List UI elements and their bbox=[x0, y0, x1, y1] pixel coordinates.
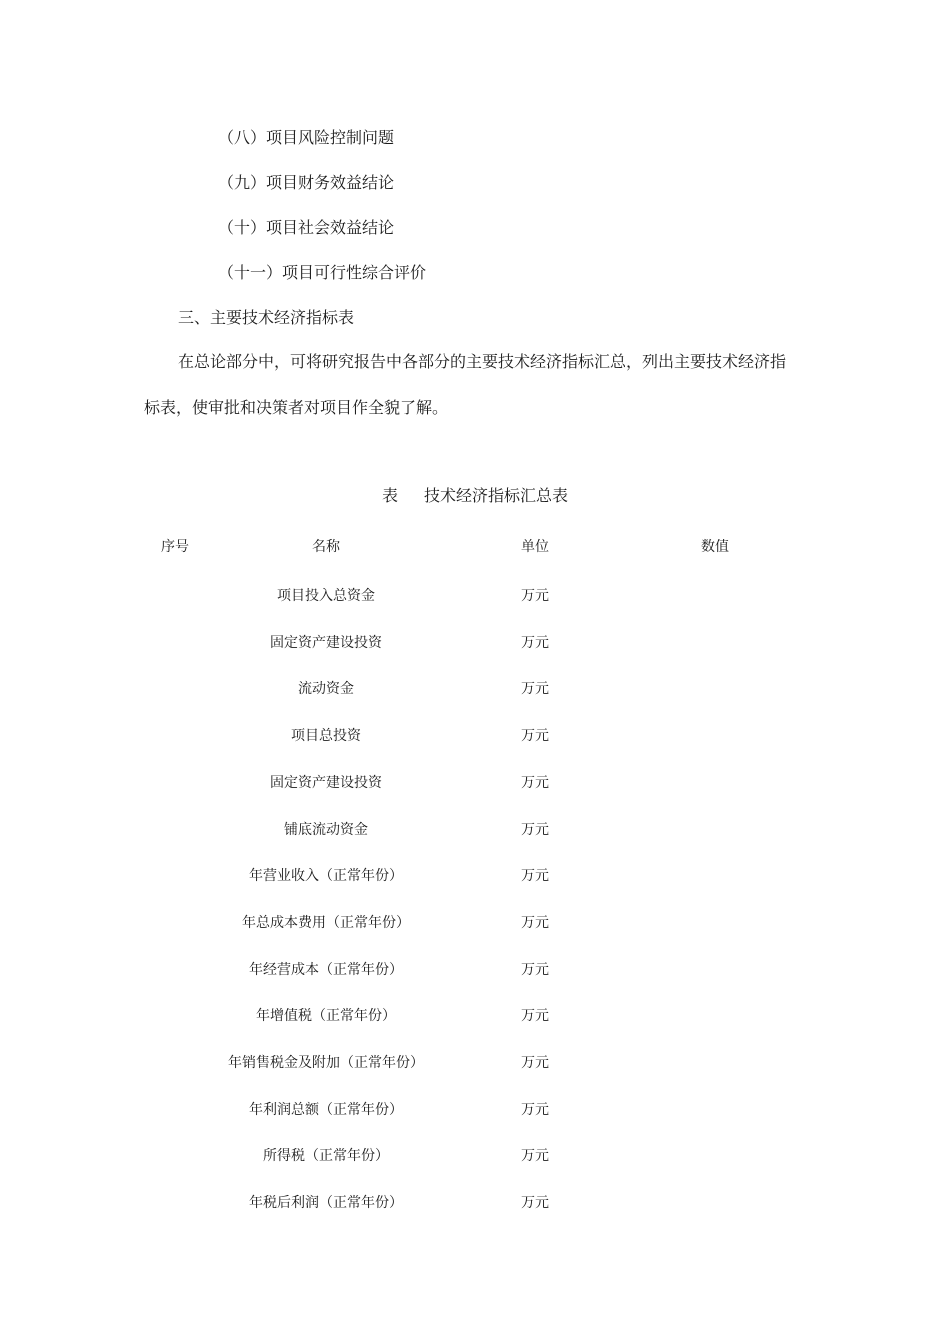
table-row-unit: 万元 bbox=[521, 681, 549, 697]
table-row-unit: 万元 bbox=[521, 588, 549, 604]
header-value: 数值 bbox=[701, 539, 729, 555]
section-heading: 三、主要技术经济指标表 bbox=[178, 308, 355, 327]
table-row-unit: 万元 bbox=[521, 822, 549, 838]
table-row-name: 年增值税（正常年份） bbox=[256, 1008, 396, 1024]
table-row-name: 年销售税金及附加（正常年份） bbox=[228, 1055, 424, 1071]
table-row-name: 项目总投资 bbox=[291, 728, 361, 744]
table-row-name: 项目投入总资金 bbox=[277, 588, 375, 604]
table-title bbox=[0, 486, 950, 506]
table-row-name: 固定资产建设投资 bbox=[270, 635, 382, 651]
header-seq: 序号 bbox=[161, 539, 189, 555]
table-row-unit: 万元 bbox=[521, 962, 549, 978]
table-row-name: 年营业收入（正常年份） bbox=[249, 868, 403, 884]
table-row-unit: 万元 bbox=[521, 1008, 549, 1024]
paragraph-line-2: 标表，使审批和决策者对项目作全貌了解。 bbox=[144, 398, 449, 417]
subsection-11: （十一）项目可行性综合评价 bbox=[218, 263, 427, 282]
table-row-name: 流动资金 bbox=[298, 681, 354, 697]
table-title-text: 技术经济指标汇总表 bbox=[424, 486, 569, 505]
table-row-name: 固定资产建设投资 bbox=[270, 775, 382, 791]
table-row-unit: 万元 bbox=[521, 635, 549, 651]
header-name: 名称 bbox=[312, 539, 340, 555]
table-row-unit: 万元 bbox=[521, 1055, 549, 1071]
table-row-name: 年税后利润（正常年份） bbox=[249, 1195, 403, 1211]
subsection-10: （十）项目社会效益结论 bbox=[218, 218, 395, 237]
table-row-unit: 万元 bbox=[521, 868, 549, 884]
table-row-name: 年经营成本（正常年份） bbox=[249, 962, 403, 978]
table-row-unit: 万元 bbox=[521, 1102, 549, 1118]
table-row-name: 年总成本费用（正常年份） bbox=[242, 915, 410, 931]
paragraph-line-1: 在总论部分中，可将研究报告中各部分的主要技术经济指标汇总，列出主要技术经济指 bbox=[178, 352, 787, 371]
table-row-unit: 万元 bbox=[521, 775, 549, 791]
table-row-unit: 万元 bbox=[521, 728, 549, 744]
table-row-name: 年利润总额（正常年份） bbox=[249, 1102, 403, 1118]
table-row-name: 铺底流动资金 bbox=[284, 822, 368, 838]
table-row-name: 所得税（正常年份） bbox=[263, 1148, 389, 1164]
header-unit: 单位 bbox=[521, 539, 549, 555]
table-row-unit: 万元 bbox=[521, 1148, 549, 1164]
table-title-prefix: 表 bbox=[381, 486, 398, 505]
table-row-unit: 万元 bbox=[521, 1195, 549, 1211]
table-row-unit: 万元 bbox=[521, 915, 549, 931]
subsection-8: （八）项目风险控制问题 bbox=[218, 128, 395, 147]
subsection-9: （九）项目财务效益结论 bbox=[218, 173, 395, 192]
